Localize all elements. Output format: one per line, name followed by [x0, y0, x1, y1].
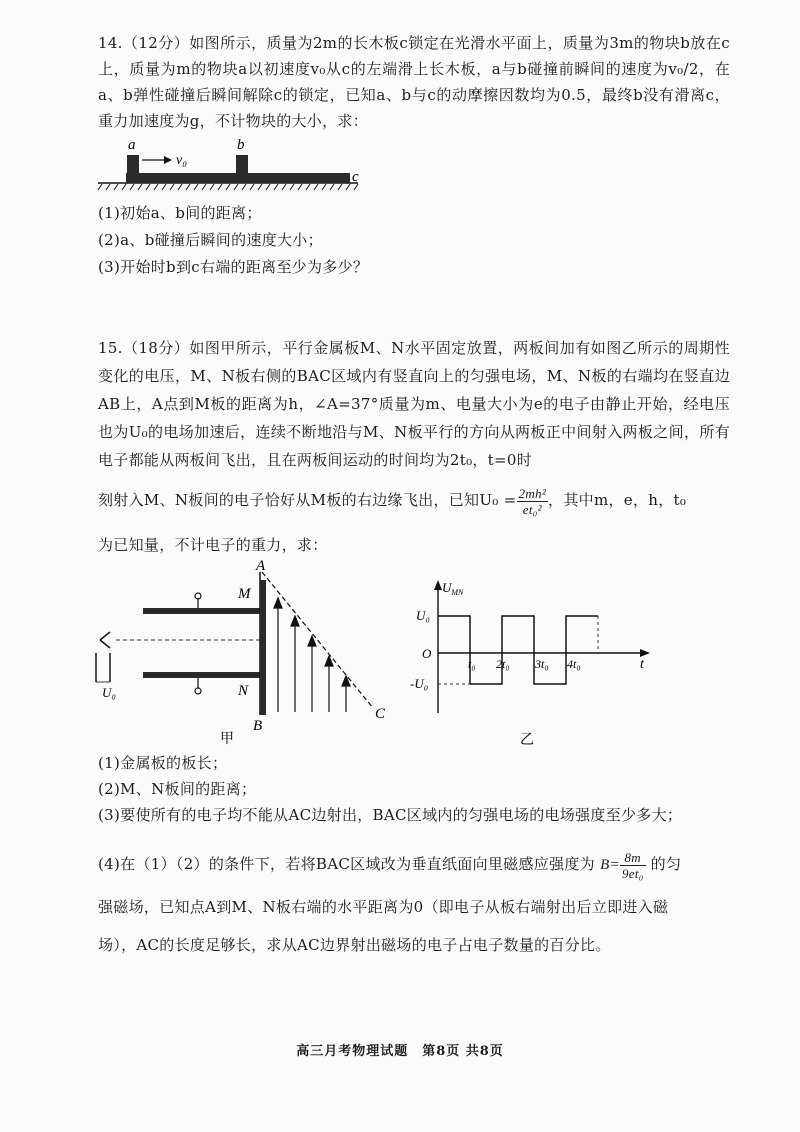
yi-tick-2t0: 2t₀ — [496, 657, 510, 671]
yi-tick-t0: t₀ — [468, 657, 476, 671]
page-footer: 高三月考物理试题 第8页 共8页 — [296, 1044, 504, 1059]
q14-figure — [96, 134, 376, 196]
accel-plate-top — [100, 632, 110, 640]
label-b-point: B — [253, 718, 263, 734]
figure-yi-caption: 乙 — [520, 733, 534, 748]
q15-sub4-line2: 强磁场，已知点A到M、N板右端的水平距离为0（即电子从板右端射出后立即进入磁 — [98, 898, 669, 916]
field-arrows — [274, 598, 350, 712]
yi-label-t: t — [640, 657, 644, 672]
yi-ylabel: $U_{MN}$ — [442, 580, 464, 597]
q15-sub4-post: 的匀 — [650, 855, 682, 873]
q14-sub2: (2)a、b碰撞后瞬间的速度大小； — [98, 231, 323, 249]
formula-u0-denominator: et₀² — [522, 501, 542, 517]
formula-u0-fraction — [517, 486, 549, 517]
q15-formula-post: ，其中m，e，h，t₀ — [548, 491, 687, 509]
q15-sub4-line1 — [98, 846, 681, 883]
q15-sub4-pre: (4)在（1）（2）的条件下，若将BAC区域改为垂直纸面向里磁感应强度为 — [98, 855, 595, 873]
edge-ac — [262, 572, 373, 708]
figure-jia-caption: 甲 — [220, 732, 234, 745]
yi-label-u0: U₀ — [416, 608, 430, 623]
yi-label-o: O — [422, 646, 432, 661]
formula-u0-numerator: 2mh² — [518, 485, 547, 501]
q14-stem: 14.（12分）如图所示，质量为2m的长木板c锁定在光滑水平面上，质量为3m的物块b放在c上，质量为m的物块a以初速度v₀从c的左端滑上长木板，a与b碰撞前瞬间的速度为v₀/2，在a、b弹性碰撞后瞬间解除c的锁定，已知a、b与c的动摩擦因数均为0.5，最终b没有滑离c，重力加速度为g，不计物块的大小，求： — [98, 34, 730, 130]
figure-jia — [88, 560, 398, 745]
label-accel-u0: U₀ — [102, 685, 116, 700]
q14-sub3: (3)开始时b到c右端的距离至少为多少？ — [98, 258, 369, 276]
q15-sub4-line3: 场），AC的长度足够长，求从AC边界射出磁场的电子占电子数量的百分比。 — [98, 936, 611, 954]
formula-b-numerator: 8m — [620, 850, 646, 866]
board-c — [126, 173, 350, 183]
q15-stem-end: 为已知量，不计电子的重力，求： — [98, 536, 328, 554]
yi-label-neg-u0: -U₀ — [410, 676, 429, 691]
q14-ground — [98, 183, 358, 190]
label-a-point: A — [256, 560, 266, 574]
label-b: b — [237, 137, 245, 153]
yi-tick-4t0: 4t₀ — [567, 657, 581, 671]
q15-sub2: (2)M、N板间的距离； — [98, 780, 257, 798]
label-plate-n: N — [238, 683, 249, 699]
label-plate-m: M — [238, 586, 251, 602]
formula-b-fraction — [620, 850, 646, 881]
label-v0: v₀ — [176, 153, 188, 168]
q14-sub1: (1)初始a、b间的距离； — [98, 204, 262, 222]
block-b — [236, 155, 248, 173]
q15-formula-line — [98, 484, 686, 517]
label-c: c — [352, 169, 359, 185]
yi-tick-3t0: 3t₀ — [535, 657, 549, 671]
q15-stem: 15.（18分）如图甲所示，平行金属板M、N水平固定放置，两板间加有如图乙所示的周期性变化的电压，M、N板右侧的BAC区域内有竖直向上的匀强电场，M、N板的右端均在竖直边AB上，A点到M板的距离为h，∠A=37°质量为m、电量大小为e的电子由静止开始，经电压也为U₀的电场加速后，连续不断地沿与M、N板平行的方向从两板正中间射入两板之间，所有电子都能从两板间飞出，且在两板间运动的时间均为2t₀，t=0时 — [98, 339, 730, 469]
plate-m — [143, 608, 260, 614]
q15-formula-pre: 刻射入M、N板间的电子恰好从M板的右边缘飞出，已知U₀ = — [98, 491, 517, 509]
velocity-arrow-icon — [142, 156, 172, 164]
block-a — [127, 155, 139, 173]
label-a: a — [128, 137, 136, 153]
yi-square-wave — [438, 616, 598, 684]
q15-sub1: (1)金属板的板长； — [98, 754, 228, 772]
plate-n — [143, 672, 260, 678]
figure-yi — [408, 578, 658, 748]
q15-sub3: (3)要使所有的电子均不能从AC边射出，BAC区域内的匀强电场的电场强度至少多大； — [98, 806, 683, 824]
formula-b-lhs: B= — [600, 857, 620, 873]
label-c-point: C — [375, 706, 386, 722]
formula-b-denominator: 9et₀ — [621, 865, 644, 881]
